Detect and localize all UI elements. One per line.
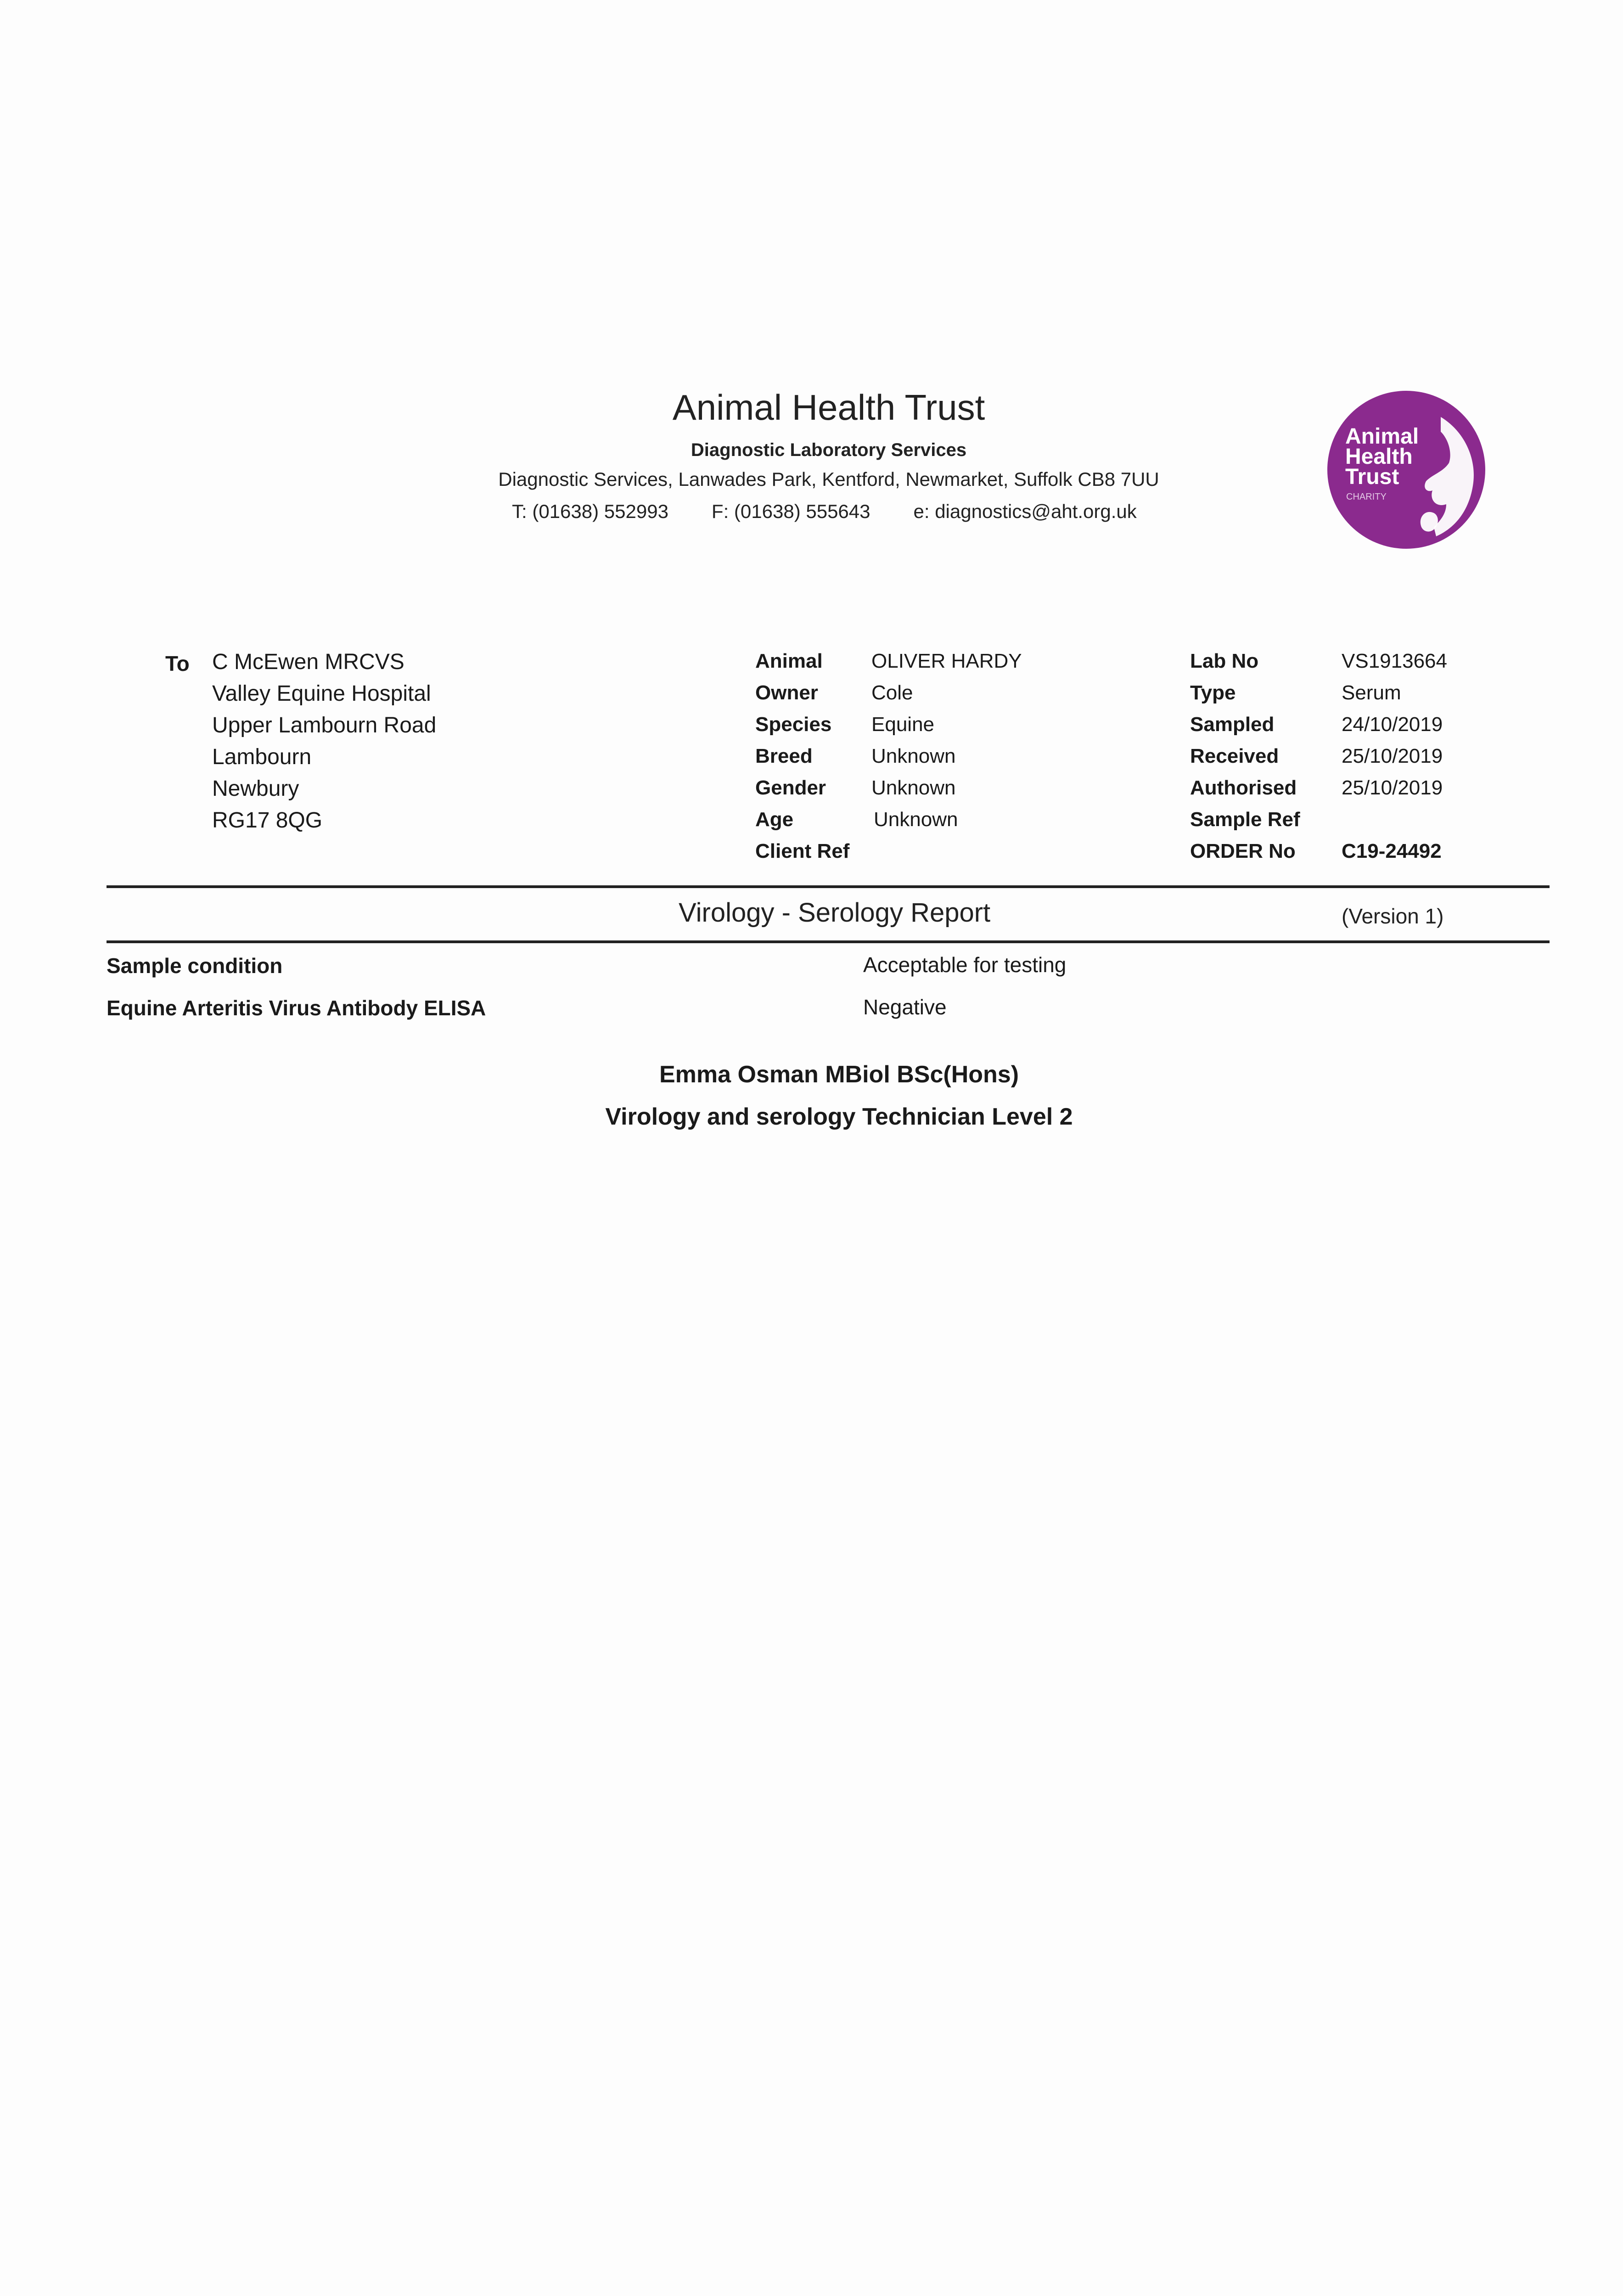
info-row-authorised: [1190, 777, 1511, 808]
info-row-gender: [755, 777, 1077, 808]
info-row-sampled: [1190, 713, 1511, 745]
fax-number: F: (01638) 555643: [711, 501, 870, 522]
top-divider: [107, 885, 1550, 888]
address-line: Valley Equine Hospital: [212, 681, 431, 706]
address-line: Upper Lambourn Road: [212, 713, 437, 737]
page-subtitle: Diagnostic Laboratory Services: [691, 440, 967, 460]
address-line: RG17 8QG: [212, 808, 323, 833]
phone-number: T: (01638) 552993: [512, 501, 668, 522]
age-label: Age: [755, 808, 794, 831]
logo-text-animal: Animal: [1345, 424, 1419, 449]
info-row-received: [1190, 745, 1511, 777]
email-address: e: diagnostics@aht.org.uk: [913, 501, 1137, 522]
info-row-species: [755, 713, 1077, 745]
aht-logo: [1326, 389, 1487, 550]
info-row-owner: [755, 681, 1077, 713]
info-row-lab-no: [1190, 650, 1511, 681]
animal-info: [755, 650, 1077, 872]
lab-no-value: VS1913664: [1342, 650, 1447, 672]
logo-text-charity: CHARITY: [1346, 492, 1387, 502]
animal-value: OLIVER HARDY: [871, 650, 1022, 672]
type-value: Serum: [1342, 681, 1401, 704]
report-version: (Version 1): [1342, 904, 1444, 928]
lab-address: Diagnostic Services, Lanwades Park, Kentford, Newmarket, Suffolk CB8 7UU: [498, 468, 1159, 490]
info-row-sample-ref: [1190, 808, 1511, 840]
client-ref-label: Client Ref: [755, 840, 850, 862]
page-title: Animal Health Trust: [672, 387, 985, 428]
received-value: 25/10/2019: [1342, 745, 1443, 767]
result-label-eav-elisa: Equine Arteritis Virus Antibody ELISA: [107, 996, 486, 1020]
logo-text-trust: Trust: [1345, 465, 1399, 489]
species-value: Equine: [871, 713, 935, 736]
gender-label: Gender: [755, 777, 826, 799]
info-row-type: [1190, 681, 1511, 713]
signatory-role: Virology and serology Technician Level 2: [605, 1103, 1073, 1130]
owner-value: Cole: [871, 681, 913, 704]
address-line: C McEwen MRCVS: [212, 650, 404, 674]
sampled-label: Sampled: [1190, 713, 1275, 736]
animal-label: Animal: [755, 650, 823, 672]
address-line: Lambourn: [212, 745, 312, 769]
signatory-name: Emma Osman MBiol BSc(Hons): [659, 1061, 1019, 1088]
address-line: Newbury: [212, 777, 299, 801]
recipient-address: [212, 649, 436, 839]
order-no-value: C19-24492: [1342, 840, 1442, 862]
species-label: Species: [755, 713, 832, 736]
type-label: Type: [1190, 681, 1236, 704]
info-row-animal: [755, 650, 1077, 681]
lab-no-label: Lab No: [1190, 650, 1259, 672]
authorised-label: Authorised: [1190, 777, 1297, 799]
info-row-breed: [755, 745, 1077, 777]
contact-line: [512, 501, 1137, 523]
result-label-sample-condition: Sample condition: [107, 954, 283, 978]
breed-value: Unknown: [871, 745, 956, 767]
result-value-sample-condition: Acceptable for testing: [863, 953, 1067, 977]
sample-ref-label: Sample Ref: [1190, 808, 1300, 831]
info-row-client-ref: [755, 840, 1077, 872]
received-label: Received: [1190, 745, 1279, 767]
report-title: Virology - Serology Report: [679, 898, 991, 928]
owner-label: Owner: [755, 681, 818, 704]
authorised-value: 25/10/2019: [1342, 777, 1443, 799]
bottom-divider: [107, 940, 1550, 943]
info-row-age: [755, 808, 1077, 840]
age-value: Unknown: [874, 808, 958, 831]
gender-value: Unknown: [871, 777, 956, 799]
aht-logo-graphic: [1326, 389, 1487, 550]
info-row-order-no: [1190, 840, 1511, 872]
breed-label: Breed: [755, 745, 813, 767]
to-label: To: [165, 652, 190, 675]
result-value-eav-elisa: Negative: [863, 995, 947, 1019]
lab-info: [1190, 650, 1511, 872]
logo-text-health: Health: [1345, 445, 1413, 469]
sampled-value: 24/10/2019: [1342, 713, 1443, 736]
order-no-label: ORDER No: [1190, 840, 1296, 862]
